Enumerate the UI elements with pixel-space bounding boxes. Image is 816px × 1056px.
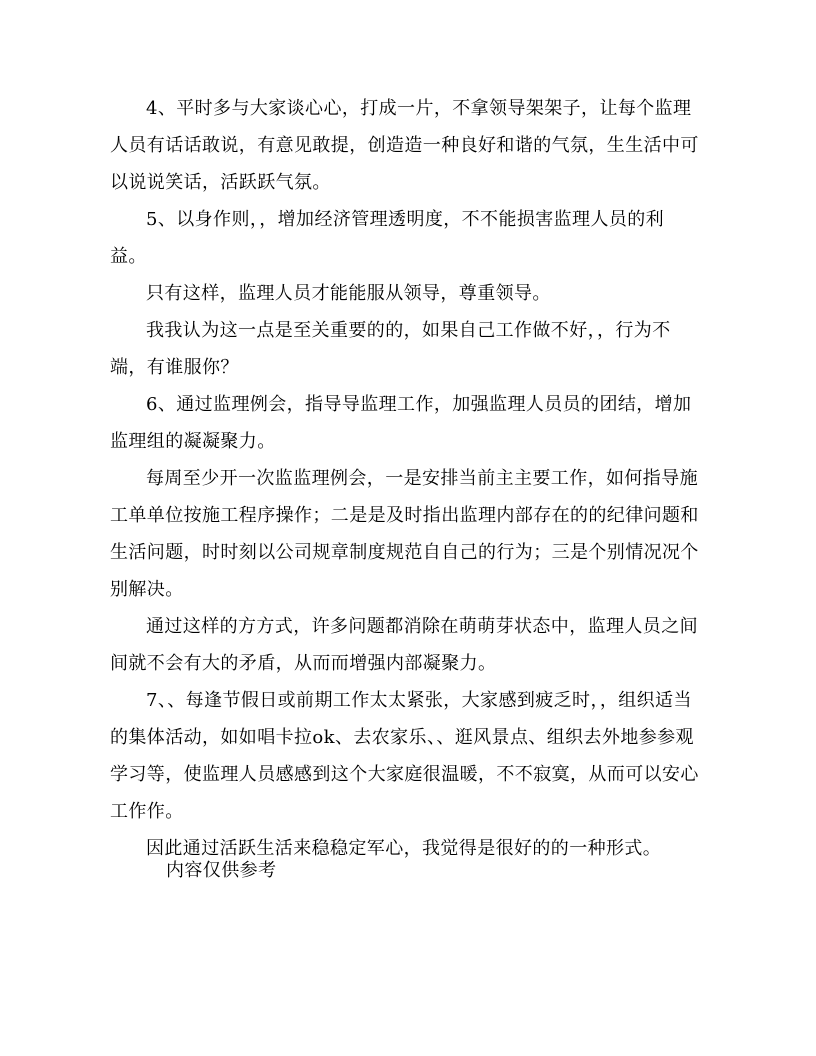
paragraph-obey-leadership: 只有这样，监理人员才能能服从领导，尊重领导。 — [146, 283, 551, 304]
paragraph-5-lead-by-example: 5、以身作则，，增加经济管理透明度，不不能损害监理人员的利益。 — [110, 209, 665, 267]
paragraph-7-activities: 7、、每逢节假日或前期工作太太紧张，大家感到疲乏时，，组织适当的集体活动，如如唱卡拉ok、去农家乐、、逛风景点、组织去外地参参观学习等，使监理人员感感到这个大家庭很温暖，不不寂寞，从而可以安心工作作。 — [110, 690, 699, 822]
document-body — [110, 90, 700, 867]
paragraph-weekly-meeting: 每周至少开一次监监理例会，一是安排当前主主要工作，如何指导施工单单位按施工程序操作；二是是及时指出监理内部存在的的纪律问题和生活问题，时时刻以公司规章制度规范自自己的行为；三是个别情况况个别解决。 — [110, 468, 699, 600]
paragraph-importance: 我我认为这一点是至关重要的的，如果自己工作做不好，，行为不端，有谁服你？ — [110, 320, 671, 378]
paragraph-conclusion: 因此通过活跃生活来稳稳定军心，我觉得是很好的的一种形式。 — [146, 838, 662, 859]
paragraph-4-communication: 4、平时多与大家谈心心，打成一片，不拿领导架架子，让每个监理人员有话话敢说，有意见敢提，创造造一种良好和谐的气氛，生生活中可以说说笑话，活跃跃气氛。 — [110, 98, 699, 193]
footer-note: 内容仅供参考 — [166, 860, 277, 881]
paragraph-6-meetings: 6、通过监理例会，指导导监理工作，加强监理人员员的团结，增加监理组的凝凝聚力。 — [110, 394, 692, 452]
paragraph-resolve-issues: 通过这样的方方式，许多问题都消除在萌萌芽状态中，监理人员之间间就不会有大的矛盾，从而而增强内部凝聚力。 — [110, 616, 698, 674]
